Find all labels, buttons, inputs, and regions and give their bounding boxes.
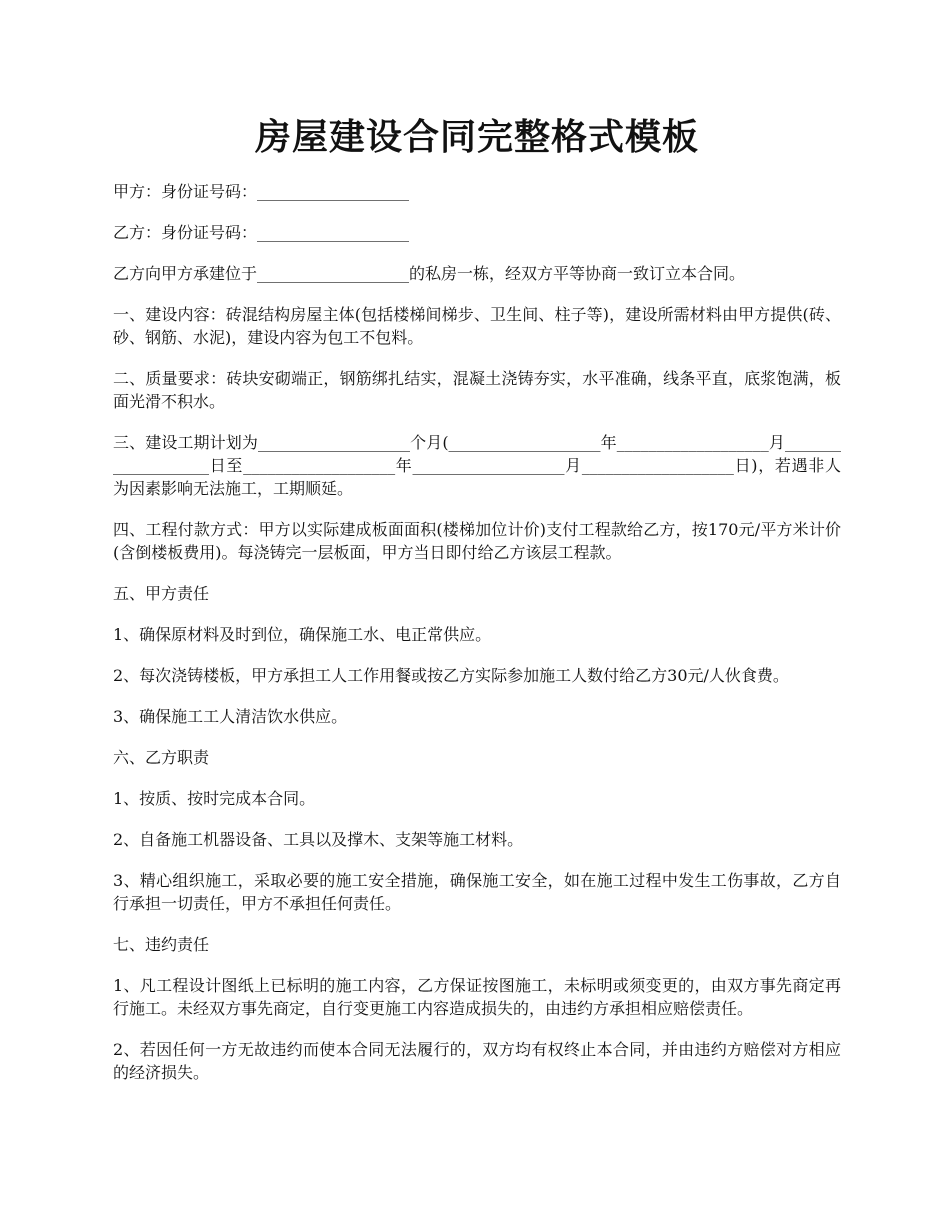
party-b-item-1: 1、按质、按时完成本合同。 [113, 789, 316, 808]
section-heading-party-a: 五、甲方责任 [113, 584, 210, 603]
section-heading-party-b: 六、乙方职责 [113, 748, 210, 767]
clause-construction-content: 一、建设内容：砖混结构房屋主体(包括楼梯间梯步、卫生间、柱子等)，建设所需材料由甲方提供(砖、砂、钢筋、水泥)，建设内容为包工不包料。 [113, 305, 841, 347]
party-a-item-1: 1、确保原材料及时到位，确保施工水、电正常供应。 [113, 625, 492, 644]
party-a-item-3: 3、确保施工工人清洁饮水供应。 [113, 707, 348, 726]
document-title: 房屋建设合同完整格式模板 [254, 116, 699, 158]
section-heading-breach: 七、违约责任 [113, 935, 210, 954]
party-a-item-2: 2、每次浇铸楼板，甲方承担工人工作用餐或按乙方实际参加施工人数付给乙方30元/人伙食费。 [113, 666, 789, 685]
contract-preamble: 乙方向甲方承建位于___________________的私房一栋，经双方平等协商一致订立本合同。 [113, 264, 746, 283]
clause-quality-requirements: 二、质量要求：砖块安砌端正，钢筋绑扎结实，混凝土浇铸夯实，水平准确，线条平直，底浆饱满，板面光滑不积水。 [113, 369, 841, 411]
document-page [113, 0, 841, 1102]
breach-item-2: 2、若因任何一方无故违约而使本合同无法履行的，双方均有权终止本合同，并由违约方赔偿对方相应的经济损失。 [113, 1040, 841, 1082]
party-b-id-line: 乙方：身份证号码：___________________ [113, 223, 410, 242]
party-b-item-3: 3、精心组织施工，采取必要的施工安全措施，确保施工安全，如在施工过程中发生工伤事故，乙方自行承担一切责任，甲方不承担任何责任。 [113, 871, 841, 913]
document-body [113, 180, 841, 1084]
party-a-id-line: 甲方：身份证号码：___________________ [113, 182, 410, 201]
breach-item-1: 1、凡工程设计图纸上已标明的施工内容，乙方保证按图施工，未标明或须变更的，由双方事先商定再行施工。未经双方事先商定，自行变更施工内容造成损失的，由违约方承担相应赔偿责任。 [113, 976, 841, 1018]
party-b-item-2: 2、自备施工机器设备、工具以及撑木、支架等施工材料。 [113, 830, 524, 849]
clause-payment-method: 四、工程付款方式：甲方以实际建成板面面积(楼梯加位计价)支付工程款给乙方，按170元/平方米计价(含倒楼板费用)。每浇铸完一层板面，甲方当日即付给乙方该层工程款。 [113, 520, 841, 562]
clause-construction-period: 三、建设工期计划为___________________个月(___________________年___________________月___________________日至___________________年___________________月___________________日)，若遇非人为因素影响无法施工，工期顺延。 [113, 433, 841, 498]
